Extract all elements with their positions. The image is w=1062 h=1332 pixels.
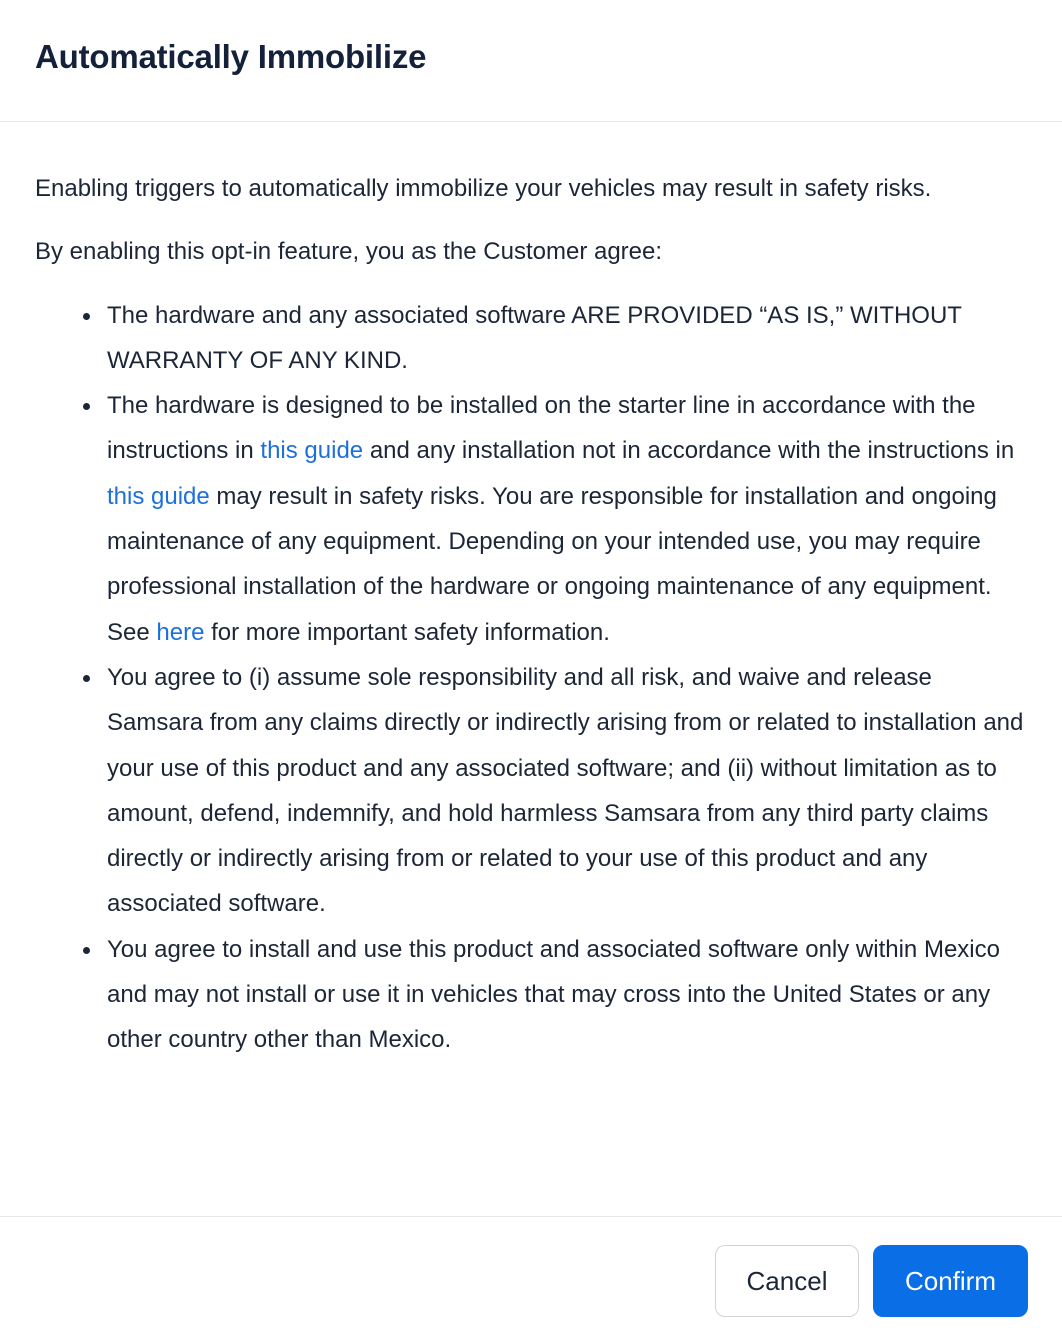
terms-list bbox=[35, 293, 1030, 1063]
term-text: and any installation not in accordance with the instructions in bbox=[363, 437, 1015, 465]
dialog-body bbox=[35, 166, 1030, 1063]
safety-info-link[interactable]: here bbox=[156, 618, 205, 646]
dialog-header bbox=[0, 0, 1062, 122]
term-text: The hardware is designed to be installed on the starter line in accordance with the instructions in bbox=[107, 392, 976, 465]
cancel-button[interactable]: Cancel bbox=[715, 1245, 859, 1317]
term-item-as-is bbox=[107, 293, 1030, 384]
intro-text: Enabling triggers to automatically immobilize your vehicles may result in safety risks. bbox=[35, 175, 932, 202]
dialog-title: Automatically Immobilize bbox=[35, 38, 427, 75]
term-item-mexico-only bbox=[107, 927, 1030, 1063]
term-text: You agree to install and use this product and associated software only within Mexico and may not install or use it in vehicles that may cross into the United States or any other country other than Mexico. bbox=[107, 935, 1000, 1054]
guide-link[interactable]: this guide bbox=[260, 437, 364, 465]
term-text: You agree to (i) assume sole responsibility and all risk, and waive and release Samsara from any claims directly or indirectly arising from or related to installation and your use of this product and any associated software; and (ii) without limitation as to amount, defend, indemnify, and hold harmless Samsara from any third party claims directly or indirectly arising from or related to your use of this product and any associated software. bbox=[107, 663, 1024, 918]
term-item-responsibility bbox=[107, 655, 1030, 927]
dialog-footer bbox=[0, 1216, 1062, 1332]
term-text: may result in safety risks. You are responsible for installation and ongoing maintenance of any equipment. Depending on your intended use, you may require professional installation of the hardware or ongoing maintenance of any equipment. See bbox=[107, 482, 997, 646]
term-text: The hardware and any associated software ARE PROVIDED “AS IS,” WITHOUT WARRANTY OF ANY KIND. bbox=[107, 301, 962, 374]
term-item-installation bbox=[107, 383, 1030, 655]
guide-link-2[interactable]: this guide bbox=[107, 482, 210, 510]
confirm-button[interactable]: Confirm bbox=[873, 1245, 1028, 1317]
agree-heading: By enabling this opt-in feature, you as the Customer agree: bbox=[35, 238, 663, 266]
term-text: for more important safety information. bbox=[204, 618, 610, 646]
